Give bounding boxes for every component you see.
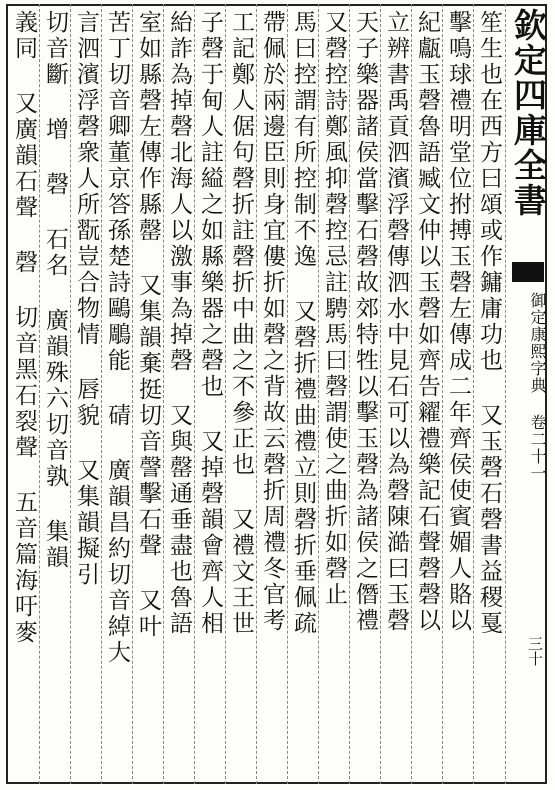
column-rule [256, 4, 257, 784]
column-rule [287, 4, 288, 784]
column-rule [380, 4, 381, 784]
column-rule [411, 4, 412, 784]
text-column-6: 又磬控詩鄭風抑磬控忌註騁馬曰磬謂使之曲折如磬止 [321, 10, 347, 608]
book-title: 欽定四庫全書 [509, 8, 548, 218]
edge-subtitle-volume: 卷二十一 [528, 414, 547, 482]
column-rule [101, 4, 102, 784]
column-rule [473, 4, 474, 784]
text-column-9: 工記鄭人倨句磬折註磬折中曲之不參正也 又禮文王世 [228, 10, 254, 637]
text-column-7: 馬曰控謂有所控制不逸 又磬折禮曲禮立則磬折垂佩疏 [290, 10, 316, 637]
text-column-1: 笙生也在西方曰頌或作鏞庸功也 又玉磬石磬書益稷戛 [476, 10, 502, 637]
column-rule [163, 4, 164, 784]
text-column-10: 子磬于甸人註縊之如縣樂器之磬也 又掉磬韻會齊人相 [197, 10, 223, 637]
edge-subtitle-title: 御定康熙字典 [528, 292, 547, 394]
text-column-15: 切音斷 增 磬 石名 廣韻殊六切音孰 集韻 [42, 10, 68, 571]
text-column-3: 紀甗玉磬魯語臧文仲以玉磬如齊告糴禮樂記石聲磬磬以 [414, 10, 440, 634]
text-column-16: 義同 又廣韻石聲 磬 切音黑石裂聲 五音篇海吁麥 [11, 10, 37, 646]
column-rule [132, 4, 133, 784]
text-column-14: 言泗濱浮磬衆人所翫豈合物情 唇貌 又集韻擬引 [73, 10, 99, 588]
column-rule [70, 4, 71, 784]
text-column-13: 苦丁切音卿董京答孫楚詩鷗鵰能 碃 廣韻昌約切音綽大 [104, 10, 130, 666]
page-number: 三十 [526, 636, 544, 666]
text-column-12: 室如縣磬左傳作縣罄 又集韻棄挺切音謦擊石聲 又叶 [135, 10, 161, 640]
column-rule [442, 4, 443, 784]
column-rule [349, 4, 350, 784]
column-rule [225, 4, 226, 784]
text-column-11: 紿詐為掉磬北海人以激事為掉磬 又與罄通垂盡也魯語 [166, 10, 192, 637]
edge-subtitle [512, 292, 546, 482]
column-rule [194, 4, 195, 784]
column-rule [505, 4, 506, 784]
text-column-2: 擊鳴球禮明堂位拊搏玉磬左傳成二年齊侯使賓媚人賂以 [445, 10, 471, 634]
fish-tail-marker [512, 262, 544, 282]
column-rule [318, 4, 319, 784]
text-column-5: 天子樂器諸侯當擊石磬故郊特牲以擊玉磬為諸侯之僭禮 [352, 10, 378, 634]
text-column-8: 帶佩於兩邊臣則身宜僂折如磬之背故云磬折周禮冬官考 [259, 10, 285, 634]
text-column-4: 立辨書禹貢泗濱浮磬傳泗水中見石可以為磬陳澔曰玉磬 [383, 10, 409, 634]
column-rule [39, 4, 40, 784]
